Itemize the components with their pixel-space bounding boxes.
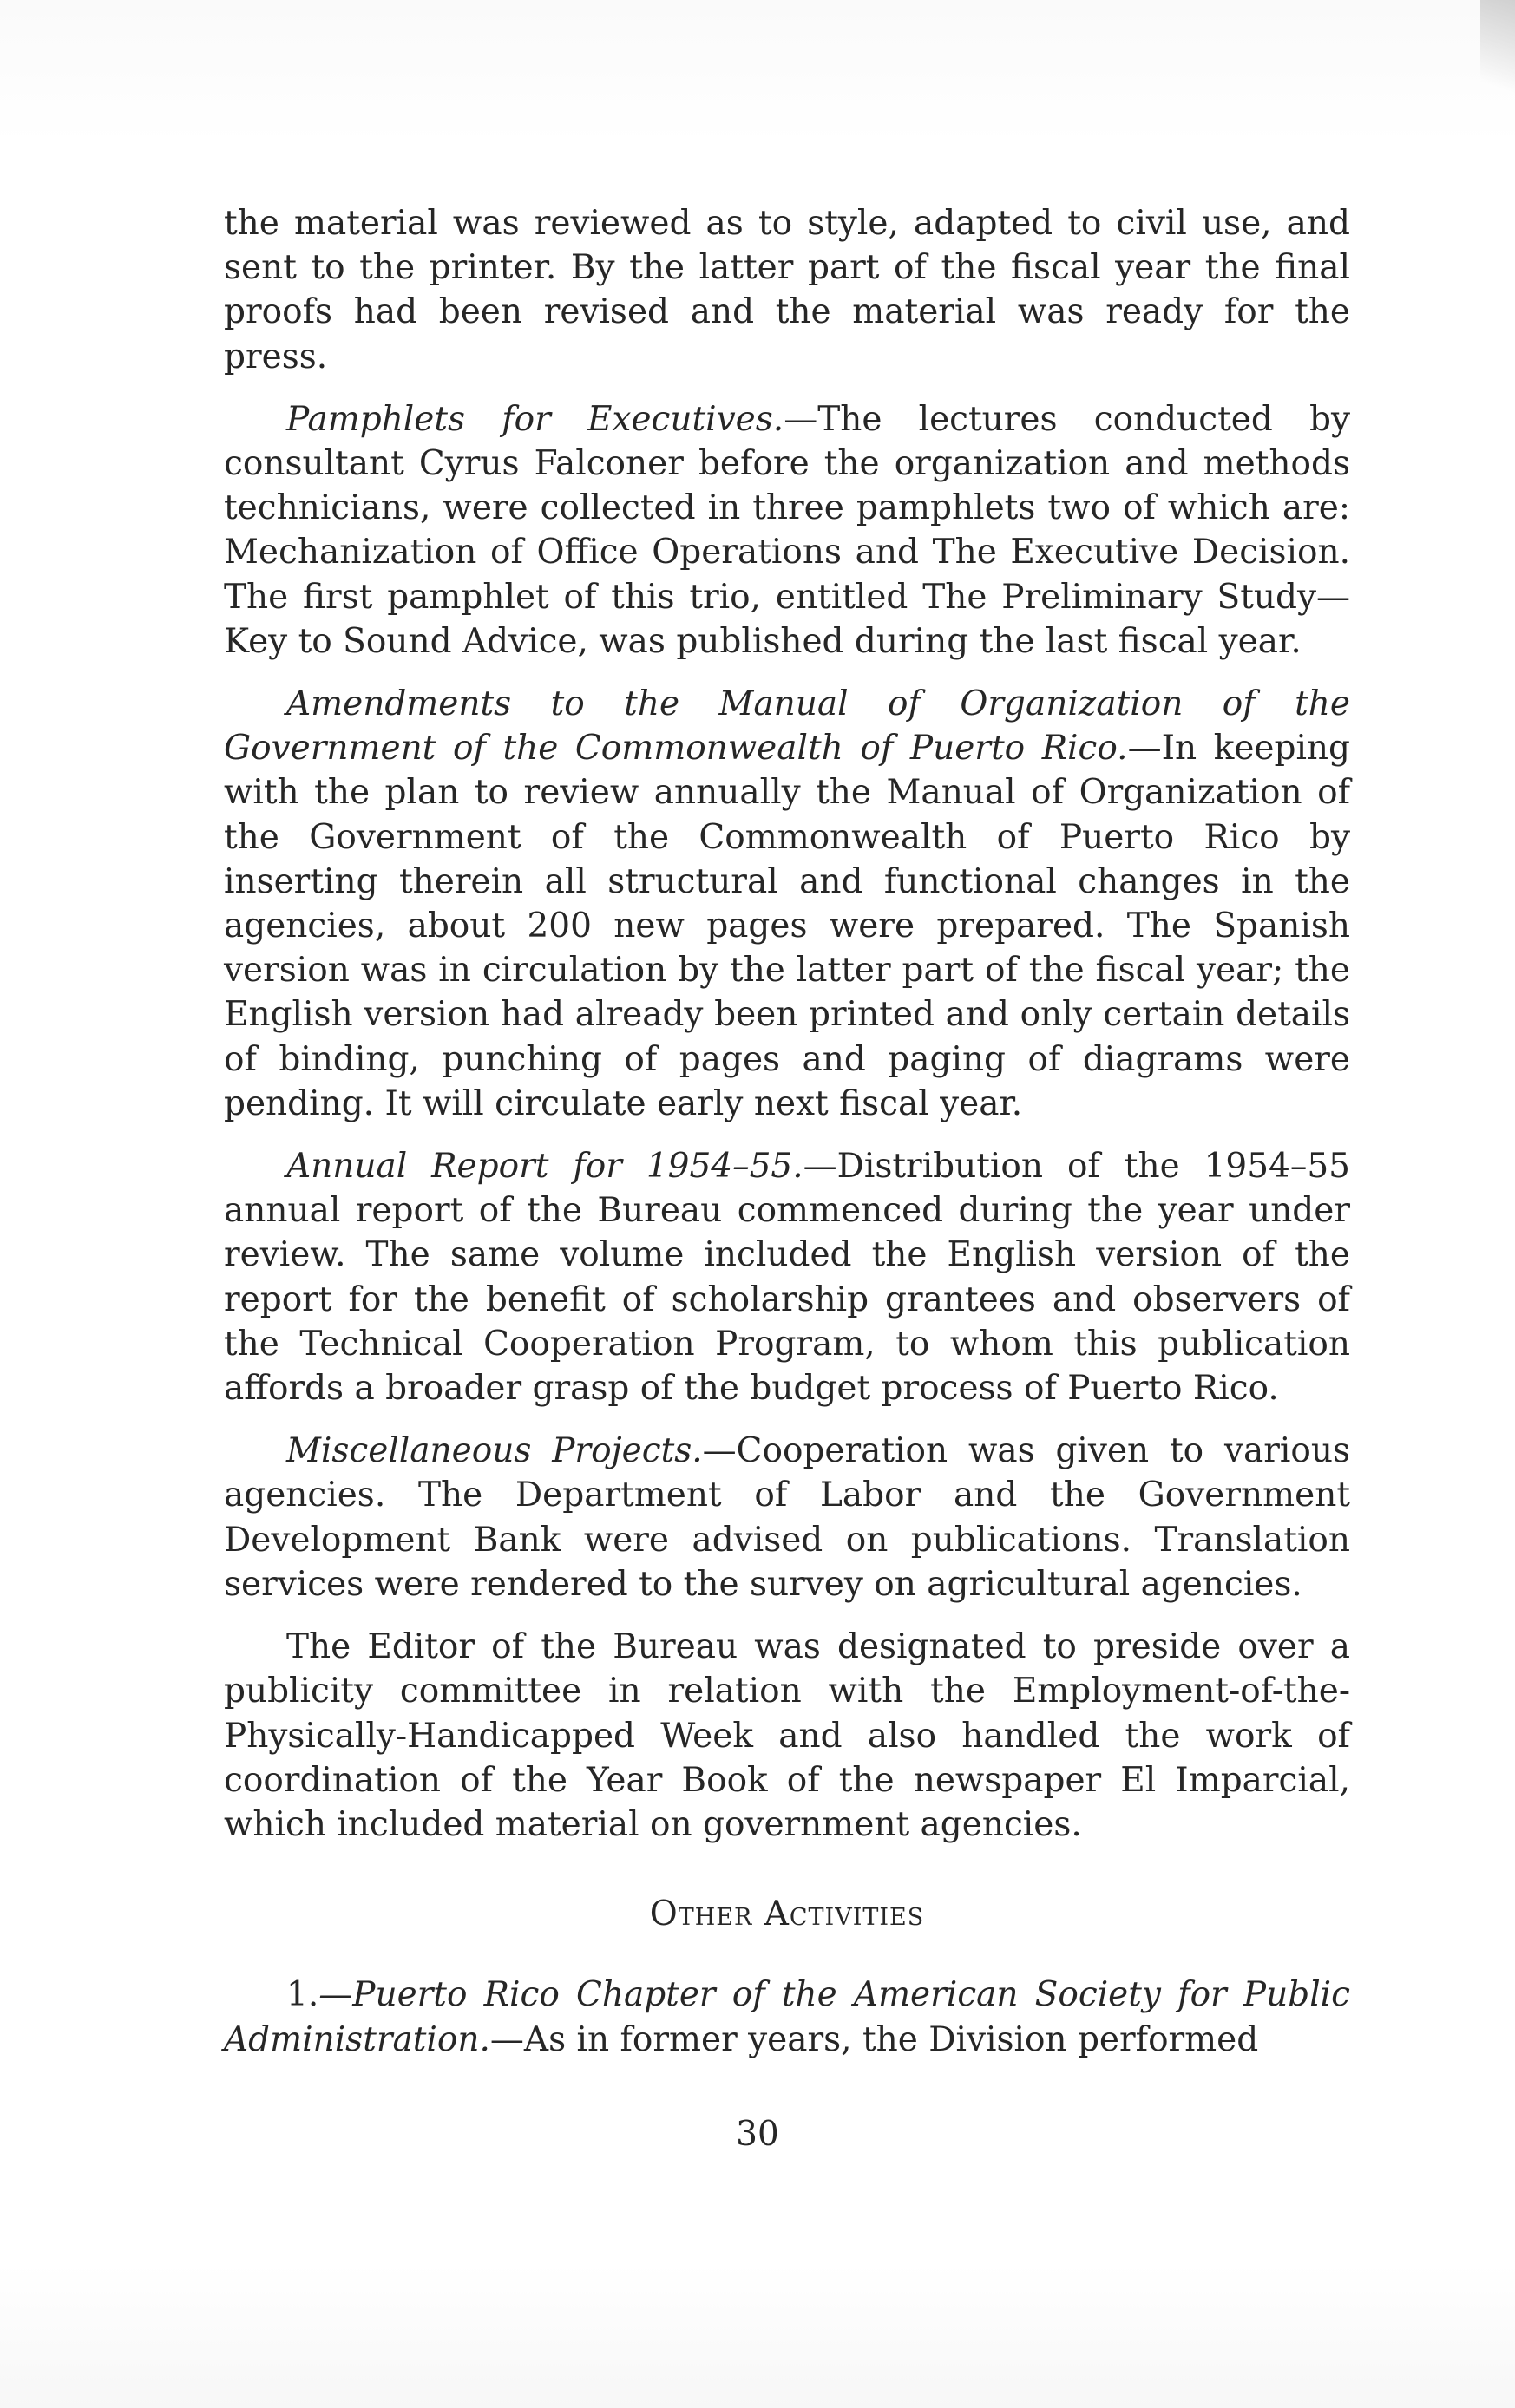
paragraph-continuation	[224, 201, 1350, 379]
paragraph-annual-report	[224, 1144, 1350, 1410]
paragraph-text: —In keeping with the plan to review annually the Manual of Organization of the Government of the Commonwealth of Puerto Rico by inserting therein all structural and functional changes in the agencies, about 200 new pages were prepared. The Spanish version was in circulation by the latter part of the fiscal year; the English version had already been printed and only certain details of binding, punching of pages and paging of diagrams were pending. It will circulate early next fiscal year.	[224, 729, 1351, 1123]
item-number: 1.	[286, 1975, 319, 2015]
paragraph-text: —Distribution of the 1954–55 annual report of the Bureau commenced during the year under review. The same volume included the English version of the report for the benefit of scholarship grantees and observers of the Technical Cooperation Program, to whom this publication affords a broader grasp of the budget process of Puerto Rico.	[224, 1147, 1350, 1409]
paragraph-title: Amendments to the Manual of Organization of the Government of the Commonwealth of Puerto Rico.	[224, 684, 1350, 769]
body-text	[224, 201, 1350, 2080]
section-heading: Other Activities	[649, 1894, 925, 1934]
paragraph-pamphlets	[224, 397, 1350, 664]
paragraph-title: Miscellaneous Projects.	[286, 1431, 703, 1471]
paragraph-text: The Editor of the Bureau was designated to preside over a publicity committee in relation with the Employment-of-the-Physically-Handicapped Week and also handled the work of coordination of the Year Book of the newspaper El Imparcial, which included material on government agencies.	[224, 1627, 1350, 1844]
paragraph-title: —Puerto Rico Chapter of the American Society for Public Administration.	[224, 1975, 1350, 2059]
paragraph-asp-chapter	[224, 1973, 1350, 2061]
paragraph-text: the material was reviewed as to style, adapted to civil use, and sent to the printer. By the latter part of the fiscal year the final proofs had been revised and the material was ready for the press.	[224, 204, 1350, 376]
paragraph-text: —Cooperation was given to various agencies. The Department of Labor and the Government Development Bank were advised on publications. Translation services were rendered to the survey on agricultural agencies.	[224, 1431, 1350, 1604]
paragraph-miscellaneous	[224, 1429, 1350, 1606]
paragraph-editor	[224, 1625, 1350, 1847]
paragraph-title: Pamphlets for Executives.	[286, 399, 784, 439]
paragraph-title: Annual Report for 1954–55.	[286, 1147, 803, 1187]
page-number: 30	[736, 2115, 779, 2154]
paragraph-text: —The lectures conducted by consultant Cyrus Falconer before the organization and methods technicians, were collected in three pamphlets two of which are: Mechanization of Office Operations and The Executive Decision. The first pamphlet of this trio, entitled The Preliminary Study—Key to Sound Advice, was published during the last fiscal year.	[224, 399, 1351, 661]
paragraph-amendments	[224, 682, 1350, 1126]
paragraph-text: —As in former years, the Division performed	[489, 2019, 1259, 2059]
